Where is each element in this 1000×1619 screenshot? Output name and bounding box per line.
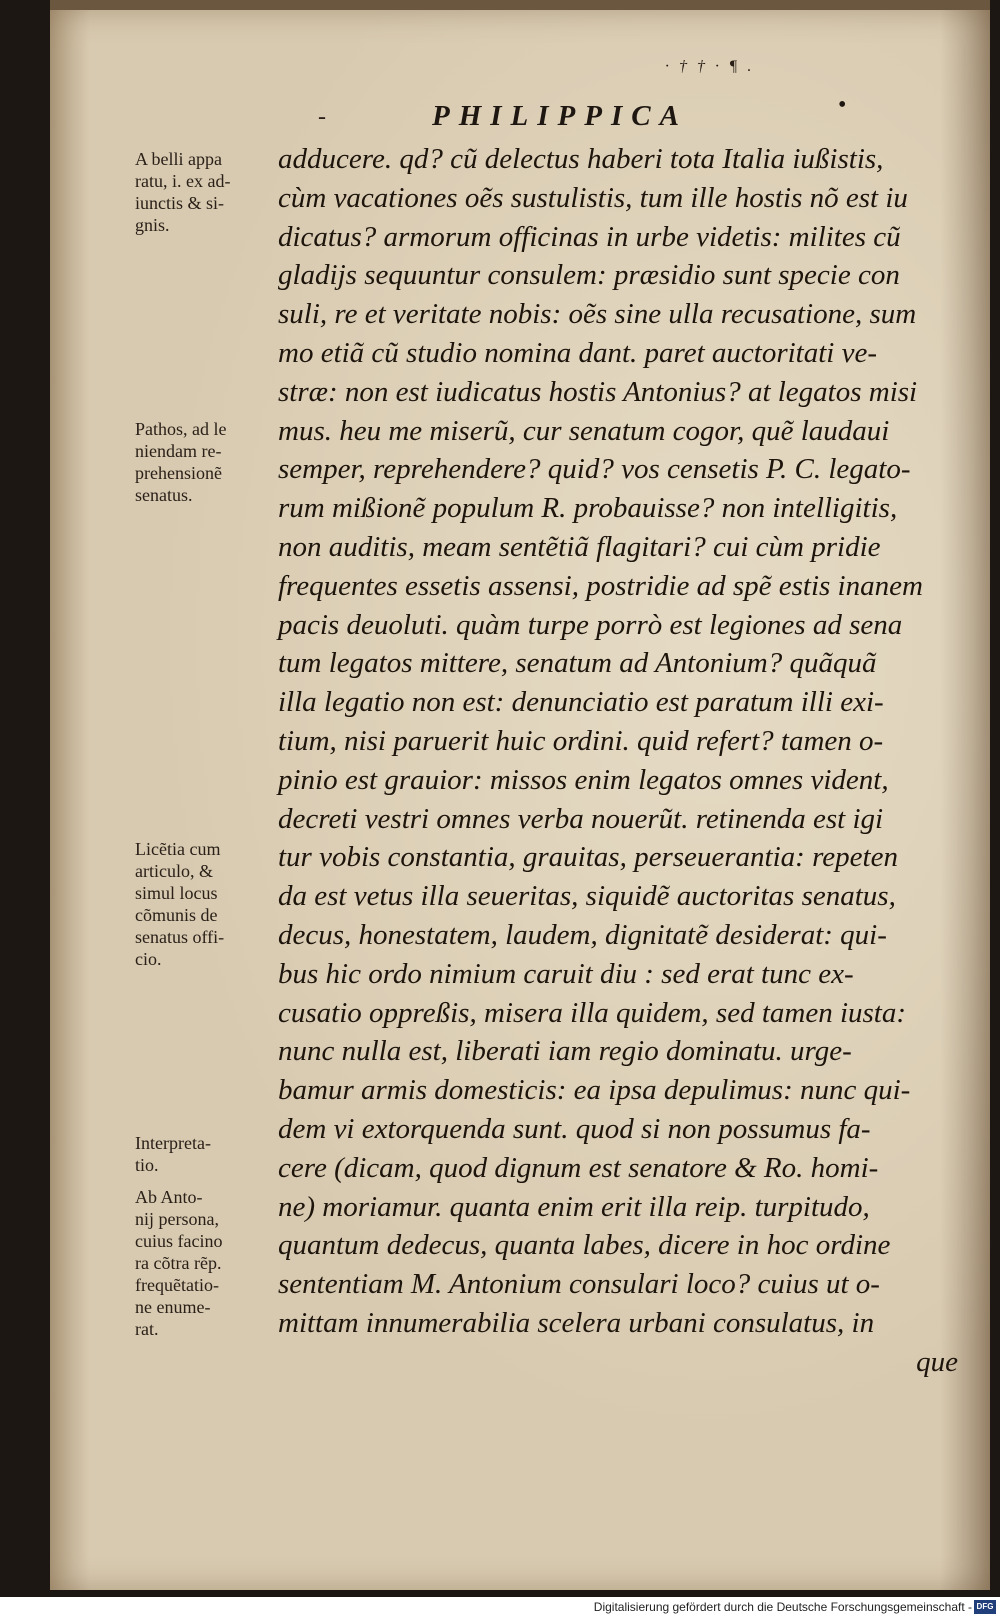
text-line: sententiam M. Antonium consulari loco? cuius ut o- xyxy=(278,1268,880,1301)
head-dash: - xyxy=(318,104,326,130)
text-line: mus. heu me miserũ, cur senatum cogor, quẽ laudaui xyxy=(278,414,890,447)
text-line: rum mißionẽ populum R. probauisse? non intelligitis, xyxy=(278,492,898,525)
text-line: nunc nulla est, liberati iam regio dominatu. urge- xyxy=(278,1035,852,1068)
text-line: suli, re et veritate nobis: oẽs sine ulla recusatione, sum xyxy=(278,298,917,331)
text-line: stræ: non est iudicatus hostis Antonius? at legatos misi xyxy=(278,375,918,408)
text-line: mo etiã cũ studio nomina dant. paret auctoritati ve- xyxy=(278,336,877,369)
text-line: cere (dicam, quod dignum est senatore & Ro. homi- xyxy=(278,1151,879,1184)
margin-note: Interpreta- tio. xyxy=(135,1133,211,1175)
text-line: tium, nisi paruerit huic ordini. quid refert? tamen o- xyxy=(278,724,884,757)
text-line: quantum dedecus, quanta labes, dicere in hoc ordine xyxy=(278,1229,891,1262)
text-line: bamur armis domesticis: ea ipsa depulimus: nunc qui- xyxy=(278,1074,911,1107)
text-line: tur vobis constantia, grauitas, perseuerantia: repeten xyxy=(278,841,898,874)
running-head: PHILIPPICA xyxy=(432,100,688,132)
text-line: pacis deuoluti. quàm turpe porrò est legiones ad sena xyxy=(278,608,903,641)
text-line: dicatus? armorum officinas in urbe videtis: milites cũ xyxy=(278,220,901,253)
footer-bar xyxy=(0,1597,1000,1619)
text-line: cusatio oppreßis, misera illa quidem, sed tamen iusta: xyxy=(278,996,907,1029)
head-ornament: • xyxy=(838,92,847,118)
margin-note: A belli appa ratu, i. ex ad- iunctis & si- gnis. xyxy=(135,149,231,235)
text-line: illa legatio non est: denunciatio est paratum illi exi- xyxy=(278,686,884,719)
text-line: non auditis, meam sentẽtiã flagitari? cui cùm pridie xyxy=(278,530,881,563)
text-line: mittam innumerabilia scelera urbani consulatus, in xyxy=(278,1306,875,1339)
text-line: decreti vestri omnes verba nouerũt. retinenda est igi xyxy=(278,802,884,835)
catchword: que xyxy=(916,1345,958,1378)
margin-note: Ab Anto- nij persona, cuius facino ra cõtra rẽp. frequẽtatio- ne enume- rat. xyxy=(135,1187,223,1339)
margin-note: Pathos, ad le niendam re- prehensionẽ senatus. xyxy=(135,419,227,505)
dfg-logo: DFG xyxy=(974,1600,996,1614)
text-line: dem vi extorquenda sunt. quod si non possumus fa- xyxy=(278,1112,871,1145)
margin-note: Licẽtia cum articulo, & simul locus cõmunis de senatus offi- cio. xyxy=(135,839,225,969)
text-line: bus hic ordo nimium caruit diu : sed erat tunc ex- xyxy=(278,957,854,990)
funding-notice: Digitalisierung gefördert durch die Deutsche Forschungsgemeinschaft - xyxy=(593,1600,972,1614)
text-line: da est vetus illa seueritas, siquidẽ auctoritas senatus, xyxy=(278,880,896,913)
text-line: pinio est grauior: missos enim legatos omnes vident, xyxy=(278,763,889,796)
text-line: gladijs sequuntur consulem: præsidio sunt specie con xyxy=(278,259,900,292)
main-text-block xyxy=(278,140,978,1382)
text-line: tum legatos mittere, senatum ad Antonium? quãquã xyxy=(278,647,877,680)
text-line: ne) moriamur. quanta enim erit illa reip. turpitudo, xyxy=(278,1190,870,1223)
signature-mark: · † † · ¶ . xyxy=(665,58,755,75)
text-line: adducere. qd? cũ delectus haberi tota Italia iußistis, xyxy=(278,143,884,175)
text-line: cùm vacationes oẽs sustulistis, tum ille hostis nõ est iu xyxy=(278,181,908,214)
text-line: semper, reprehendere? quid? vos censetis P. C. legato- xyxy=(278,453,911,486)
text-line: frequentes essetis assensi, postridie ad spẽ estis inanem xyxy=(278,569,923,602)
text-line: decus, honestatem, laudem, dignitatẽ desiderat: qui- xyxy=(278,918,887,951)
